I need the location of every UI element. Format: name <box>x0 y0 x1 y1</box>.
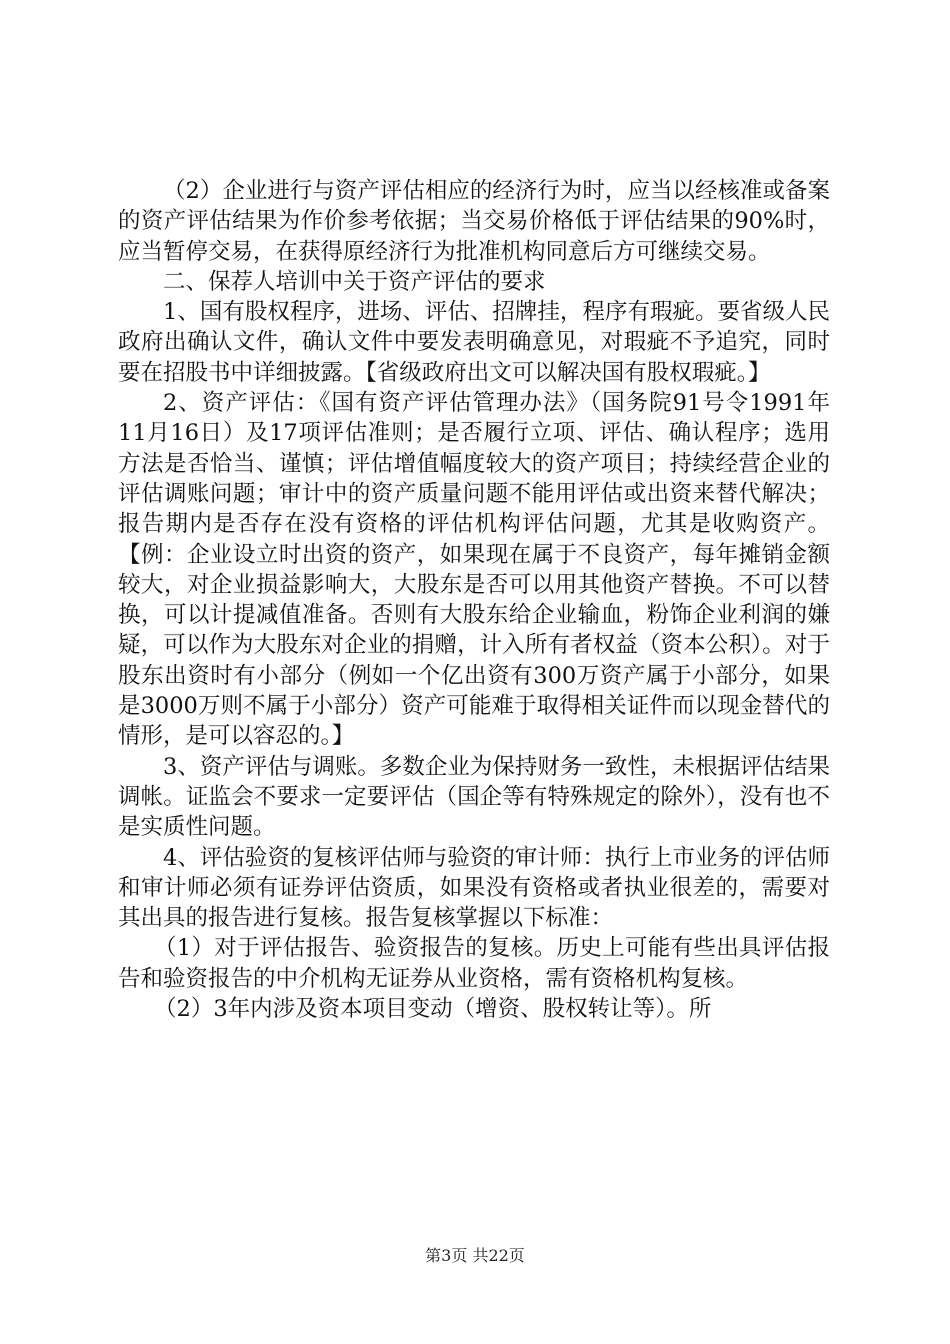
paragraph-subitem-2-capital-changes: （2）3年内涉及资本项目变动（增资、股权转让等）。所 <box>154 996 712 1023</box>
section-heading-sponsor-training: 二、保荐人培训中关于资产评估的要求 <box>163 268 546 295</box>
paragraph-subitem-1-review-reports: （1）对于评估报告、验资报告的复核。历史上可能有些出具评估报告和验资报告的中介机构无证券从业资格，需有资格机构复核。 <box>118 935 830 992</box>
page-number-footer: 第3页 共22页 <box>425 1246 525 1265</box>
paragraph-item-2-asset-evaluation: 2、资产评估：《国有资产评估管理办法》（国务院91号令1991年11月16日）及17项评估准则；是否履行立项、评估、确认程序；选用方法是否恰当、谨慎；评估增值幅度较大的资产项目；持续经营企业的评估调账问题；审计中的资产质量问题不能用评估或出资来替代解决；报告期内是否存在没有资格的评估机构评估问题，尤其是收购资产。【例：企业设立时出资的资产，如果现在属于不良资产，每年摊销金额较大，对企业损益影响大，大股东是否可以用其他资产替换。不可以替换，可以计提减值准备。否则有大股东给企业输血，粉饰企业利润的嫌疑，可以作为大股东对企业的捐赠，计入所有者权益（资本公积）。对于股东出资时有小部分（例如一个亿出资有300万资产属于小部分，如果是3000万则不属于小部分）资产可能难于取得相关证件而以现金替代的情形，是可以容忍的。】 <box>118 390 830 750</box>
document-body <box>118 176 830 1024</box>
paragraph-item-4-review: 4、评估验资的复核评估师与验资的审计师：执行上市业务的评估师和审计师必须有证券评估资质，如果没有资格或者执业很差的，需要对其出具的报告进行复核。报告复核掌握以下标准： <box>118 844 830 932</box>
paragraph-item-3-evaluation-adjustment: 3、资产评估与调账。多数企业为保持财务一致性，未根据评估结果调帐。证监会不要求一定要评估（国企等有特殊规定的除外），没有也不是实质性问题。 <box>118 753 830 841</box>
paragraph-evaluation-transaction: （2）企业进行与资产评估相应的经济行为时，应当以经核准或备案的资产评估结果为作价参考依据；当交易价格低于评估结果的90%时，应当暂停交易，在获得原经济行为批准机构同意后方可继续交易。 <box>118 178 830 265</box>
paragraph-item-1-state-equity: 1、国有股权程序，进场、评估、招牌挂，程序有瑕疵。要省级人民政府出确认文件，确认文件中要发表明确意见，对瑕疵不予追究，同时要在招股书中详细披露。【省级政府出文可以解决国有股权瑕疵。】 <box>118 299 830 386</box>
